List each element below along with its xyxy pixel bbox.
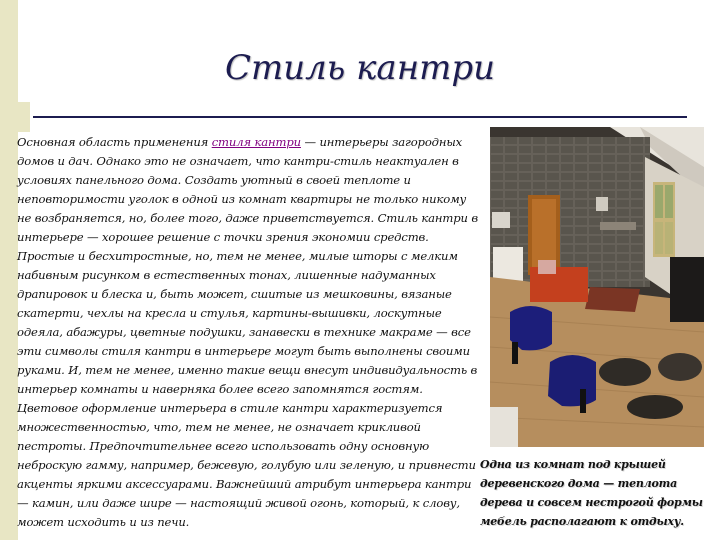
title-underline — [33, 116, 687, 118]
photo-caption: Одна из комнат под крышей деревенского дома — теплота дерева и совсем нестрогой формы мебель располагают к отдыху. — [480, 458, 703, 528]
room-photo — [490, 127, 704, 447]
body-paragraph — [17, 133, 482, 532]
country-style-link[interactable]: стиля кантри — [211, 135, 301, 149]
slide-title: Стиль кантри — [225, 48, 495, 88]
accent-square-bottom — [0, 102, 30, 132]
body-text-rest: — интерьеры загородных домов и дач. Однако это не означает, что кантри-стиль неактуален в условиях панельного дома. Создать уютный в своей теплоте и неповторимости уголок в одной из комнат квартиры не только никому не возбраняется, но, более того, даже приветствуется. Стиль кантри в интерьере — хорошее решение с точки зрения экономии средств. Простые и бесхитростные, но, тем не менее, милые шторы с мелким набивным рисунком в естественных тонах, лишенные надуманных драпировок и блеска и, быть может, сшитые из мешковины, вязаные скатерти, чехлы на кресла и стулья, картины-вышивки, лоскутные одеяла, абажуры, цветные подушки, занавески в технике макраме — все эти символы стиля кантри в интерьере могут быть выполнены своими руками. И, тем не менее, именно такие вещи внесут индивидуальность в интерьер комнаты и наверняка более всего запомнятся гостям. Цветовое оформление интерьера в стиле кантри характеризуется множественностью, что, тем не менее, не означает крикливой пестроты. Предпочтительнее всего использовать одну основную неброскую гамму, например, бежевую, голубую или зеленую, и привнести акценты яркими аксессуарами. Важнейший атрибут интерьера кантри — камин, или даже шире — настоящий живой огонь, который, к слову, может исходить и из печи. — [17, 135, 478, 529]
body-text-start: Основная область применения — [17, 135, 212, 149]
